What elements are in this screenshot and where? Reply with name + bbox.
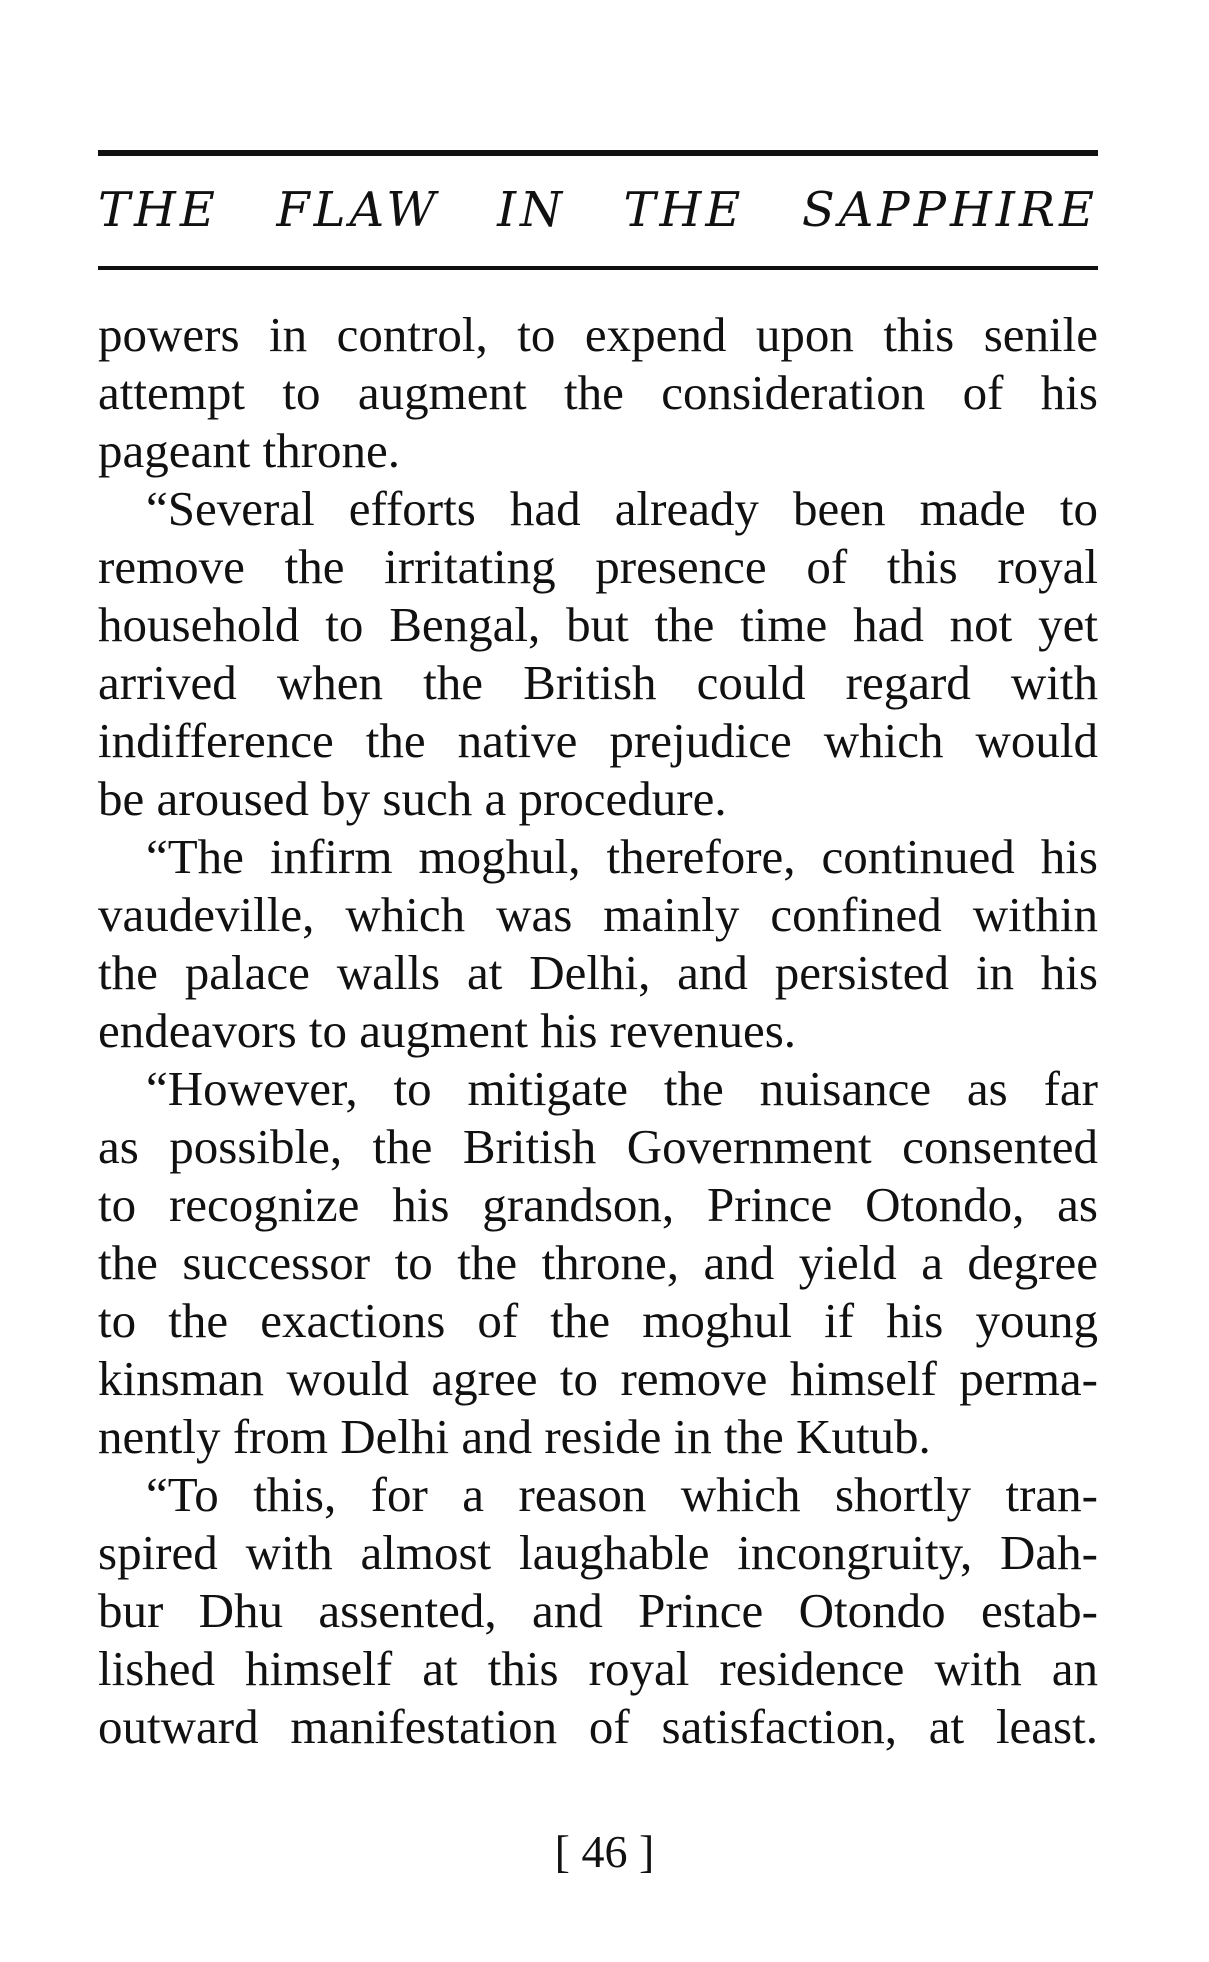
paragraph [98, 828, 1098, 1060]
paragraph [98, 1466, 1098, 1756]
text-line: nently from Delhi and reside in the Kutub. [98, 1409, 931, 1464]
text-line: indifference the native prejudice which would [98, 713, 1098, 768]
text-line: kinsman would agree to remove himself perma- [98, 1351, 1098, 1406]
text-line: lished himself at this royal residence with an [98, 1641, 1098, 1696]
text-line: to recognize his grandson, Prince Otondo, as [98, 1177, 1098, 1232]
text-line: powers in control, to expend upon this senile [98, 307, 1098, 362]
header-rule-top [98, 150, 1098, 156]
paragraph [98, 480, 1098, 828]
text-line: remove the irritating presence of this royal [98, 539, 1098, 594]
paragraph [98, 1060, 1098, 1466]
text-line: “Several efforts had already been made to [146, 481, 1098, 536]
text-line: outward manifestation of satisfaction, at least. [98, 1699, 1098, 1754]
paragraph [98, 306, 1098, 480]
text-line: the successor to the throne, and yield a degree [98, 1235, 1098, 1290]
text-line: attempt to augment the consideration of his [98, 365, 1098, 420]
body-text [98, 306, 1098, 1756]
text-line: the palace walls at Delhi, and persisted in his [98, 945, 1098, 1000]
text-line: as possible, the British Government consented [98, 1119, 1098, 1174]
text-line: household to Bengal, but the time had not yet [98, 597, 1098, 652]
text-line: “However, to mitigate the nuisance as far [146, 1061, 1098, 1116]
running-head: THE FLAW IN THE SAPPHIRE [98, 182, 1098, 238]
text-line: arrived when the British could regard with [98, 655, 1098, 710]
text-line: to the exactions of the moghul if his young [98, 1293, 1098, 1348]
header-rule-bottom [98, 266, 1098, 270]
book-page [98, 150, 1098, 1756]
text-line: pageant throne. [98, 423, 401, 478]
text-line: “To this, for a reason which shortly tran- [146, 1467, 1098, 1522]
text-line: bur Dhu assented, and Prince Otondo estab- [98, 1583, 1098, 1638]
text-line: endeavors to augment his revenues. [98, 1003, 797, 1058]
page-number: [ 46 ] [554, 1826, 655, 1877]
text-line: vaudeville, which was mainly confined within [98, 887, 1098, 942]
text-line: “The infirm moghul, therefore, continued his [146, 829, 1098, 884]
text-line: be aroused by such a procedure. [98, 771, 727, 826]
text-line: spired with almost laughable incongruity, Dah- [98, 1525, 1098, 1580]
